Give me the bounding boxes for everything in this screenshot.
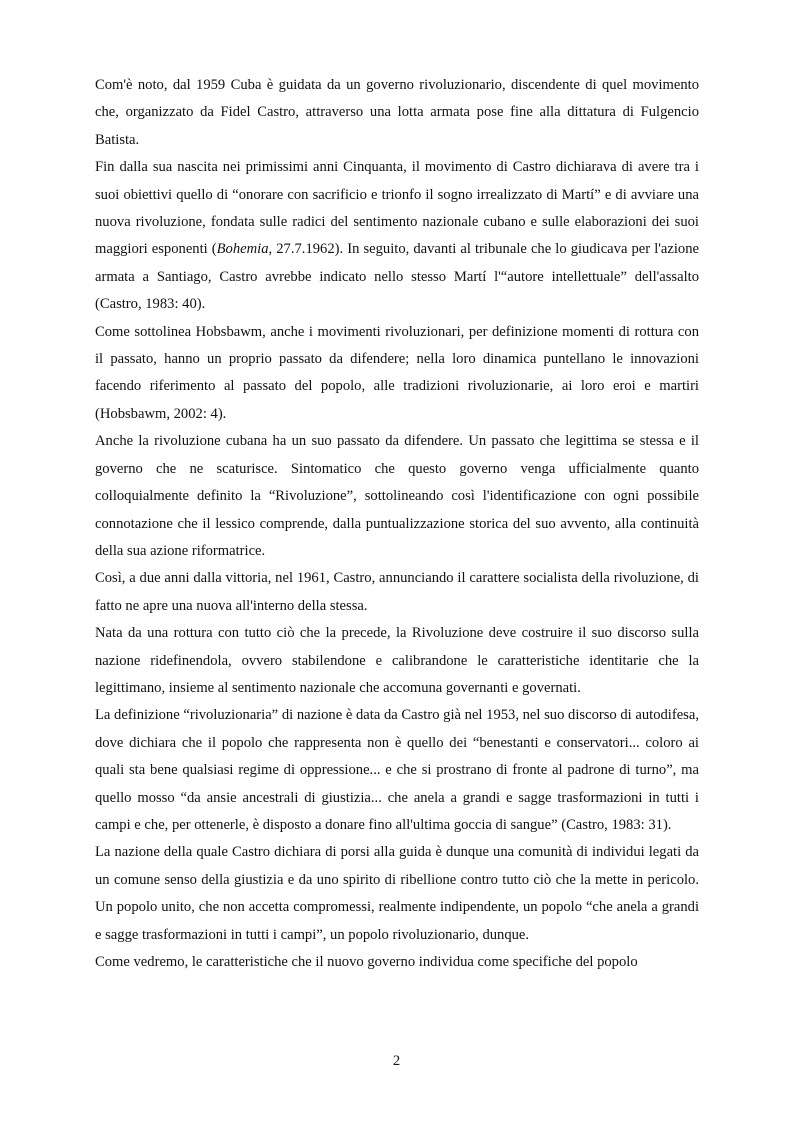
- paragraph-2: [95, 154, 699, 318]
- page-number: 2: [392, 1053, 401, 1069]
- paragraph-7: [95, 702, 699, 839]
- paragraph-text: Fin dalla sua nascita nei primissimi anni Cinquanta, il movimento di Castro dichiarava di avere tra i suoi obiettivi quello di “onorare con sacrificio e trionfo il sogno irrealizzato di Martí” e di avviare una nuova rivoluzione, fondata sulle radici del sentimento nazionale cubano e sulle elaborazioni dei suoi maggiori esponenti (: [95, 159, 699, 258]
- paragraph-text: Come vedremo, le caratteristiche che il nuovo governo individua come specifiche del popolo: [95, 954, 638, 970]
- paragraph-text: , 27.7.1962). In seguito, davanti al tribunale che lo giudicava per l'azione armata a Santiago, Castro avrebbe indicato nello stesso Martí l'“autore intellettuale” dell'assalto (Castro, 1983: 40).: [95, 241, 699, 313]
- paragraph-text: Com'è noto, dal 1959 Cuba è guidata da un governo rivoluzionario, discendente di quel movimento che, organizzato da Fidel Castro, attraverso una lotta armata pose fine alla dittatura di Fulgencio Batista.: [95, 77, 699, 148]
- paragraph-6: [95, 620, 699, 702]
- paragraph-text: Anche la rivoluzione cubana ha un suo passato da difendere. Un passato che legittima se stessa e il governo che ne scaturisce. Sintomatico che questo governo venga ufficialmente quanto colloquialmente definito la “Rivoluzione”, sottolineando così l'identificazione con ogni possibile connotazione che il lessico comprende, dalla puntualizzazione storica del suo avvento, alla continuità della sua azione riformatrice.: [95, 433, 699, 559]
- document-body: [95, 72, 699, 976]
- paragraph-text: Nata da una rottura con tutto ciò che la precede, la Rivoluzione deve costruire il suo discorso sulla nazione ridefinendola, ovvero stabilendone e calibrandone le caratteristiche identitarie che la legittimano, insieme al sentimento nazionale che accomuna governanti e governati.: [95, 625, 699, 696]
- paragraph-text: La definizione “rivoluzionaria” di nazione è data da Castro già nel 1953, nel suo discorso di autodifesa, dove dichiara che il popolo che rappresenta non è quello dei “benestanti e conservatori... coloro ai quali sta bene qualsiasi regime di oppressione... e che si prostrano di fronte al padrone di turno”, ma quello mosso “da ansie ancestrali di giustizia... che anela a grandi e sagge trasformazioni in tutti i campi e che, per ottenerle, è disposto a donare fino all'ultima goccia di sangue” (Castro, 1983: 31).: [95, 707, 699, 833]
- paragraph-9: [95, 949, 699, 976]
- paragraph-1: [95, 72, 699, 154]
- journal-title: Bohemia: [216, 241, 269, 258]
- paragraph-4: [95, 428, 699, 565]
- paragraph-8: [95, 839, 699, 949]
- paragraph-text: La nazione della quale Castro dichiara di porsi alla guida è dunque una comunità di individui legati da un comune senso della giustizia e da uno spirito di ribellione contro tutto ciò che la mette in pericolo. Un popolo unito, che non accetta compromessi, realmente indipendente, un popolo “che anela a grandi e sagge trasformazioni in tutti i campi”, un popolo rivoluzionario, dunque.: [95, 844, 699, 943]
- paragraph-5: [95, 565, 699, 620]
- paragraph-text: Così, a due anni dalla vittoria, nel 1961, Castro, annunciando il carattere socialista della rivoluzione, di fatto ne apre una nuova all'interno della stessa.: [95, 570, 699, 614]
- paragraph-text: Come sottolinea Hobsbawm, anche i movimenti rivoluzionari, per definizione momenti di rottura con il passato, hanno un proprio passato da difendere; nella loro dinamica puntellano le innovazioni facendo riferimento al passato del popolo, alle tradizioni rivoluzionarie, ai loro eroi e martiri (Hobsbawm, 2002: 4).: [95, 323, 699, 422]
- paragraph-3: [95, 319, 699, 429]
